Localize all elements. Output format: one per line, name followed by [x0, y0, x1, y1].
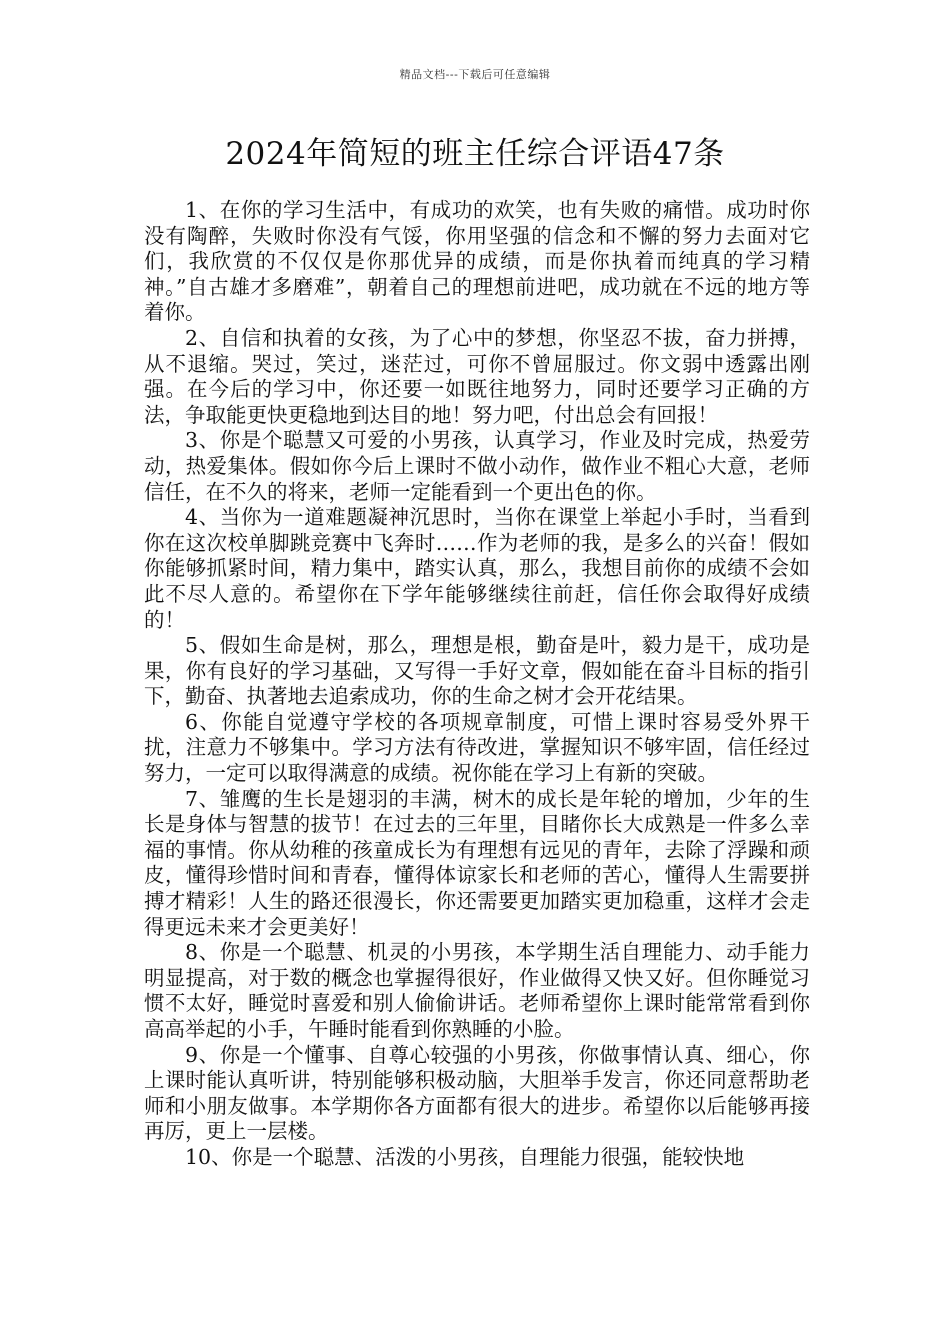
comment-paragraph-5: 5、假如生命是树，那么，理想是根，勤奋是叶，毅力是干，成功是果，你有良好的学习基础，又写得一手好文章，假如能在奋斗目标的指引下，勤奋、执著地去追索成功，你的生命之树才会开花结果。 [144, 633, 810, 709]
comment-paragraph-9: 9、你是一个懂事、自尊心较强的小男孩，你做事情认真、细心，你上课时能认真听讲，特别能够积极动脑，大胆举手发言，你还同意帮助老师和小朋友做事。本学期你各方面都有很大的进步。希望你以后能够再接再厉，更上一层楼。 [144, 1042, 810, 1144]
comment-paragraph-8: 8、你是一个聪慧、机灵的小男孩，本学期生活自理能力、动手能力明显提高，对于数的概念也掌握得很好，作业做得又快又好。但你睡觉习惯不太好，睡觉时喜爱和别人偷偷讲话。老师希望你上课时能常常看到你高高举起的小手，午睡时能看到你熟睡的小脸。 [144, 940, 810, 1041]
comment-paragraph-2: 2、自信和执着的女孩，为了心中的梦想，你坚忍不拔，奋力拼搏，从不退缩。哭过，笑过，迷茫过，可你不曾屈服过。你文弱中透露出刚强。在今后的学习中，你还要一如既往地努力，同时还要学习正确的方法，争取能更快更稳地到达目的地！努力吧，付出总会有回报！ [144, 325, 810, 427]
page-header-watermark: 精品文档---下载后可任意编辑 [399, 68, 551, 81]
document-title: 2024年简短的班主任综合评语47条 [225, 136, 725, 172]
comment-paragraph-4: 4、当你为一道难题凝神沉思时，当你在课堂上举起小手时，当看到你在这次校单脚跳竞赛中飞奔时……作为老师的我，是多么的兴奋！假如你能够抓紧时间，精力集中，踏实认真，那么，我想目前你的成绩不会如此不尽人意的。希望你在下学年能够继续往前赶，信任你会取得好成绩的！ [144, 505, 810, 632]
comment-paragraph-10: 10、你是一个聪慧、活泼的小男孩，自理能力很强，能较快地 [185, 1144, 745, 1169]
document-body [144, 198, 810, 1171]
comment-paragraph-7: 7、雏鹰的生长是翅羽的丰满，树木的成长是年轮的增加，少年的生长是身体与智慧的拔节！在过去的三年里，目睹你长大成熟是一件多么幸福的事情。你从幼稚的孩童成长为有理想有远见的青年，去除了浮躁和顽皮，懂得珍惜时间和青春，懂得体谅家长和老师的苦心，懂得人生需要拼搏才精彩！人生的路还很漫长，你还需要更加踏实更加稳重，这样才会走得更远未来才会更美好！ [144, 786, 810, 939]
comment-paragraph-3: 3、你是个聪慧又可爱的小男孩，认真学习，作业及时完成，热爱劳动，热爱集体。假如你今后上课时不做小动作，做作业不粗心大意，老师信任，在不久的将来，老师一定能看到一个更出色的你。 [144, 428, 810, 504]
comment-paragraph-6: 6、你能自觉遵守学校的各项规章制度，可惜上课时容易受外界干扰，注意力不够集中。学习方法有待改进，掌握知识不够牢固，信任经过努力，一定可以取得满意的成绩。祝你能在学习上有新的突破。 [144, 709, 810, 786]
comment-paragraph-1: 1、在你的学习生活中，有成功的欢笑，也有失败的痛惜。成功时你没有陶醉，失败时你没有气馁，你用坚强的信念和不懈的努力去面对它们，我欣赏的不仅仅是你那优异的成绩，而是你执着而纯真的学习精神。”自古雄才多磨难”，朝着自己的理想前进吧，成功就在不远的地方等着你。 [144, 198, 810, 325]
